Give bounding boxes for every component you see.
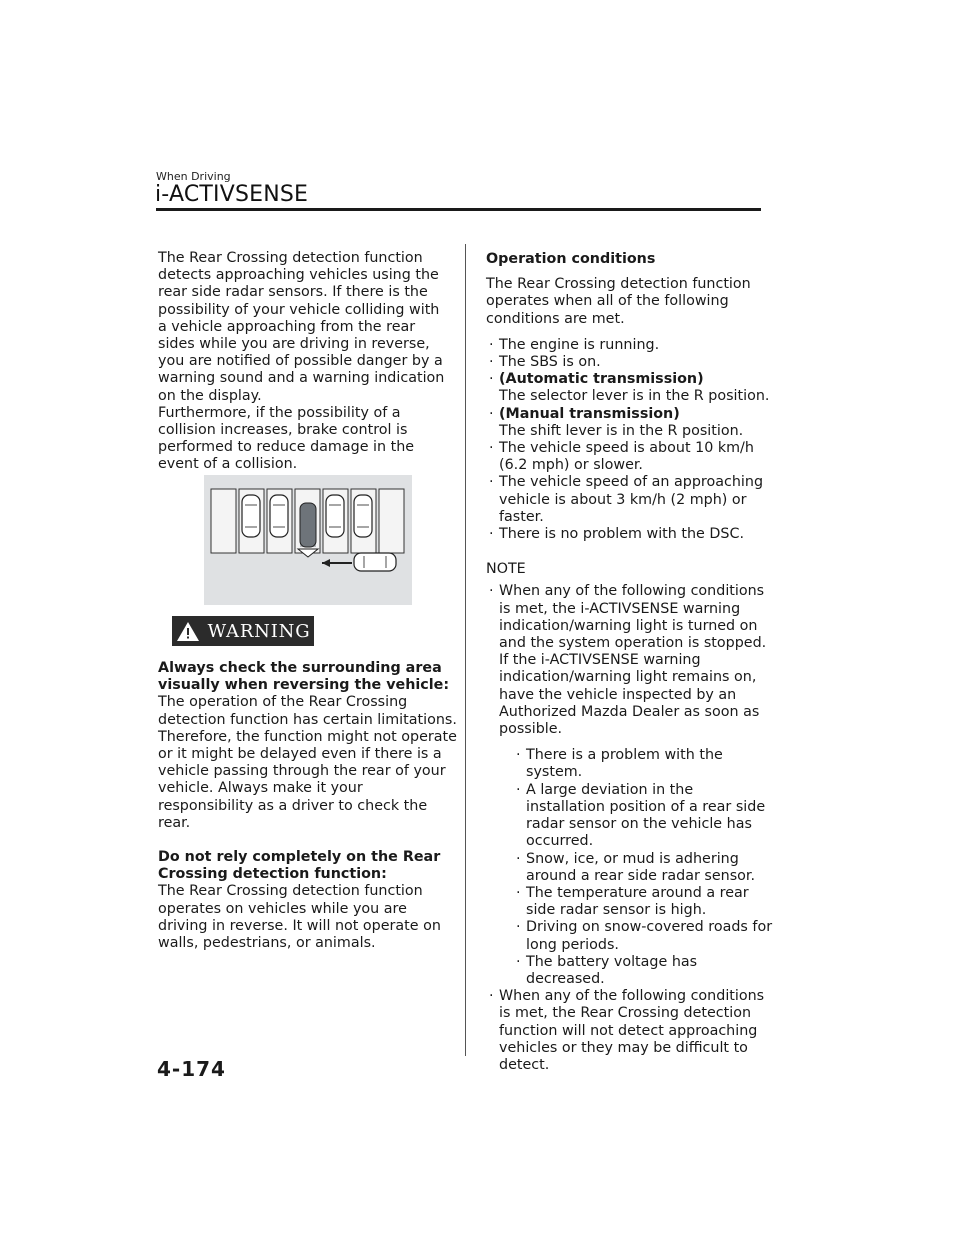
approaching-car	[354, 553, 396, 571]
warning-body-2: The Rear Crossing detection function operates on vehicles while you are driving in reverse. It will not operate on walls, pedestrians, or animals.	[158, 883, 441, 952]
condition-label: (Automatic transmission)	[499, 371, 704, 388]
condition-text: The shift lever is in the R position.	[499, 422, 744, 439]
warning-label: WARNING	[207, 620, 311, 642]
list-item: · There is a problem with the system.	[513, 747, 776, 781]
header-section: When Driving	[156, 170, 231, 183]
right-column	[486, 251, 776, 1074]
note-title: NOTE	[486, 561, 526, 578]
warning-heading-1: Always check the surrounding area visually when reversing the vehicle:	[158, 660, 450, 694]
operation-intro: The Rear Crossing detection function operates when all of the following conditions are met.	[486, 276, 751, 327]
page-number: 4-174	[157, 1057, 226, 1081]
list-item: · There is no problem with the DSC.	[486, 526, 776, 543]
list-item: · The vehicle speed of an approaching vehicle is about 3 km/h (2 mph) or faster.	[486, 474, 776, 526]
condition-label: (Manual transmission)	[499, 405, 680, 422]
operation-heading: Operation conditions	[486, 251, 656, 267]
parking-illustration	[204, 475, 412, 605]
own-vehicle	[300, 503, 316, 547]
conditions-list	[486, 337, 776, 543]
list-item: · The vehicle speed is about 10 km/h (6.2 mph) or slower.	[486, 440, 776, 474]
note-text: When any of the following conditions is met, the i-ACTIVSENSE warning indication/warning light is turned on and the system operation is stopped. If the i-ACTIVSENSE warning indication/warning light remains on, have the vehicle inspected by an Authorized Mazda Dealer as soon as possible.	[499, 583, 767, 738]
parked-car	[326, 495, 344, 537]
warning-block	[158, 660, 458, 952]
warning-badge	[172, 616, 314, 646]
list-item: · When any of the following conditions is met, the Rear Crossing detection function will not detect approaching vehicles or they may be difficult to detect.	[486, 988, 776, 1074]
condition-text: The selector lever is in the R position.	[499, 388, 770, 405]
list-item	[486, 583, 776, 988]
parked-car	[270, 495, 288, 537]
list-item	[486, 406, 776, 440]
list-item	[486, 371, 776, 405]
column-divider	[465, 244, 466, 1056]
left-column	[158, 250, 448, 474]
list-item: · The engine is running.	[486, 337, 776, 354]
list-item: · The temperature around a rear side radar sensor is high.	[513, 885, 776, 919]
warning-heading-2: Do not rely completely on the Rear Crossing detection function:	[158, 849, 441, 883]
header-rule	[156, 208, 761, 211]
parked-car	[242, 495, 260, 537]
parked-car	[354, 495, 372, 537]
list-item: · The battery voltage has decreased.	[513, 954, 776, 988]
warning-body-1: The operation of the Rear Crossing detection function has certain limitations. Therefore, the function might not operate or it might be delayed even if there is a vehicle passing through the rear of your vehicle. Always make it your responsibility as a driver to check the rear.	[158, 694, 457, 831]
note-list	[486, 583, 776, 1074]
note-sublist	[513, 747, 776, 988]
warning-triangle-icon	[176, 621, 200, 642]
intro-paragraph: The Rear Crossing detection function detects approaching vehicles using the rear side radar sensors. If there is the possibility of your vehicle colliding with a vehicle approaching from the rear sides while you are driving in reverse, you are notified of possible danger by a warning sound and a warning indication on the display. Furthermore, if the possibility of a collision increases, brake control is performed to reduce damage in the event of a collision.	[158, 250, 445, 473]
list-item: · A large deviation in the installation position of a rear side radar sensor on the vehicle has occurred.	[513, 782, 776, 851]
parking-diagram	[204, 475, 412, 605]
parking-stall	[211, 489, 236, 553]
parking-stall	[379, 489, 404, 553]
list-item: · The SBS is on.	[486, 354, 776, 371]
header-chapter: i-ACTIVSENSE	[155, 182, 309, 207]
list-item: · Snow, ice, or mud is adhering around a rear side radar sensor.	[513, 851, 776, 885]
list-item: · Driving on snow-covered roads for long periods.	[513, 919, 776, 953]
